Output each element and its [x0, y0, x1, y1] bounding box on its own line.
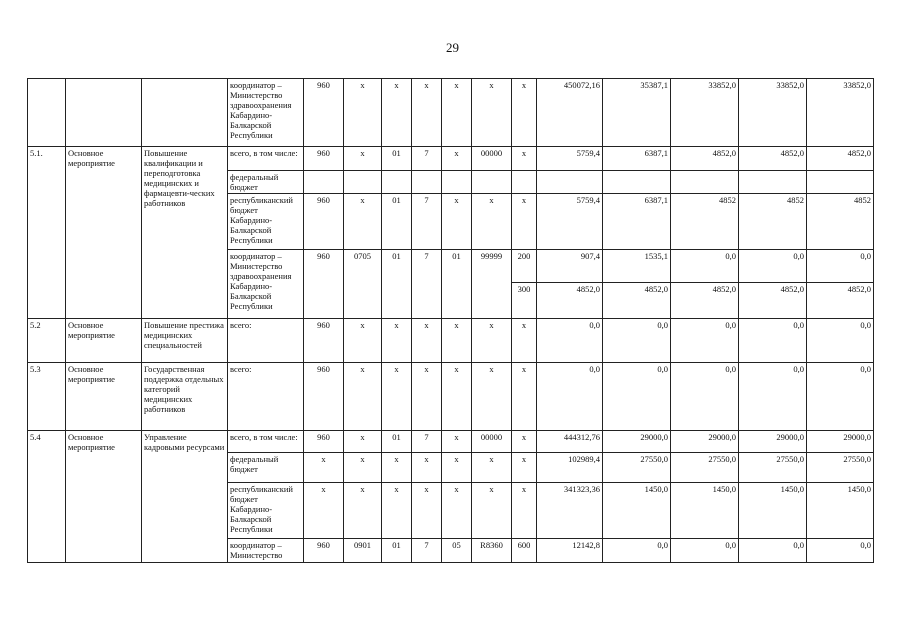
event-type: [66, 79, 142, 147]
grbs-cell: х: [304, 453, 344, 483]
amount-cell: 0,0: [537, 363, 603, 431]
amount-cell: 4852,0: [739, 283, 807, 319]
amount-cell: 0,0: [671, 539, 739, 563]
subprogram-cell: х: [412, 319, 442, 363]
amount-cell: 5759,4: [537, 194, 603, 250]
amount-cell: 4852: [671, 194, 739, 250]
row-number: 5.2: [28, 319, 66, 363]
rzpr-cell: х: [344, 431, 382, 453]
amount-cell: 0,0: [671, 250, 739, 283]
amount-cell: 907,4: [537, 250, 603, 283]
funding-source: координатор – Министерство здравоохранения Кабардино-Балкарской Республики: [228, 250, 304, 319]
empty-cell: [472, 171, 512, 194]
amount-cell: 27550,0: [739, 453, 807, 483]
budget-table: [27, 78, 874, 563]
direction-cell: х: [472, 483, 512, 539]
amount-cell: 33852,0: [671, 79, 739, 147]
grbs-cell: 960: [304, 79, 344, 147]
program-cell: 01: [382, 250, 412, 319]
direction-cell: х: [472, 194, 512, 250]
vr-cell: х: [512, 483, 537, 539]
amount-cell: 4852,0: [807, 283, 874, 319]
grbs-cell: 960: [304, 250, 344, 319]
funding-source: всего:: [228, 363, 304, 431]
funding-source: координатор – Министерство здравоохранения Кабардино-Балкарской Республики: [228, 79, 304, 147]
empty-cell: [603, 171, 671, 194]
event-type: Основное мероприятие: [66, 363, 142, 431]
row-number: 5.4: [28, 431, 66, 563]
vr-cell: 300: [512, 283, 537, 319]
amount-cell: 0,0: [807, 319, 874, 363]
event-code-cell: 01: [442, 250, 472, 319]
rzpr-cell: х: [344, 319, 382, 363]
event-code-cell: 05: [442, 539, 472, 563]
subprogram-cell: х: [412, 363, 442, 431]
rzpr-cell: 0901: [344, 539, 382, 563]
subprogram-cell: х: [412, 453, 442, 483]
table-row: [28, 147, 874, 171]
subprogram-cell: 7: [412, 539, 442, 563]
amount-cell: 6387,1: [603, 194, 671, 250]
vr-cell: 600: [512, 539, 537, 563]
grbs-cell: 960: [304, 319, 344, 363]
event-type: Основное мероприятие: [66, 147, 142, 319]
amount-cell: 33852,0: [807, 79, 874, 147]
direction-cell: 00000: [472, 431, 512, 453]
program-cell: 01: [382, 431, 412, 453]
grbs-cell: 960: [304, 194, 344, 250]
amount-cell: 1450,0: [671, 483, 739, 539]
row-number: 5.1.: [28, 147, 66, 319]
event-code-cell: х: [442, 483, 472, 539]
amount-cell: 4852,0: [671, 147, 739, 171]
program-cell: х: [382, 363, 412, 431]
empty-cell: [304, 171, 344, 194]
table-row: [28, 79, 874, 147]
program-cell: 01: [382, 147, 412, 171]
subprogram-cell: х: [412, 79, 442, 147]
empty-cell: [344, 171, 382, 194]
empty-cell: [382, 171, 412, 194]
program-cell: 01: [382, 194, 412, 250]
amount-cell: 4852,0: [537, 283, 603, 319]
amount-cell: 27550,0: [671, 453, 739, 483]
direction-cell: R8360: [472, 539, 512, 563]
rzpr-cell: 0705: [344, 250, 382, 319]
amount-cell: 0,0: [807, 539, 874, 563]
amount-cell: 341323,36: [537, 483, 603, 539]
event-name: Повышение престижа медицинских специальностей: [142, 319, 228, 363]
amount-cell: 35387,1: [603, 79, 671, 147]
table-row: [28, 431, 874, 453]
funding-source: всего, в том числе:: [228, 147, 304, 171]
vr-cell: х: [512, 194, 537, 250]
empty-cell: [442, 171, 472, 194]
direction-cell: 00000: [472, 147, 512, 171]
empty-cell: [739, 171, 807, 194]
page-number: 29: [446, 40, 459, 55]
funding-source: республиканский бюджет Кабардино-Балкарской Республики: [228, 483, 304, 539]
funding-source: федеральный бюджет: [228, 171, 304, 194]
event-type: Основное мероприятие: [66, 319, 142, 363]
event-name: Управление кадровыми ресурсами: [142, 431, 228, 563]
amount-cell: 29000,0: [671, 431, 739, 453]
empty-cell: [537, 171, 603, 194]
amount-cell: 0,0: [671, 363, 739, 431]
amount-cell: 0,0: [671, 319, 739, 363]
program-cell: х: [382, 483, 412, 539]
event-code-cell: х: [442, 431, 472, 453]
subprogram-cell: 7: [412, 194, 442, 250]
rzpr-cell: х: [344, 453, 382, 483]
amount-cell: 0,0: [739, 363, 807, 431]
vr-cell: 200: [512, 250, 537, 283]
amount-cell: 1450,0: [807, 483, 874, 539]
grbs-cell: х: [304, 483, 344, 539]
amount-cell: 0,0: [807, 250, 874, 283]
program-cell: 01: [382, 539, 412, 563]
event-name: Повышение квалификации и переподготовка медицинских и фармацевти-ческих работников: [142, 147, 228, 319]
amount-cell: 0,0: [739, 539, 807, 563]
event-code-cell: х: [442, 194, 472, 250]
funding-source: республиканский бюджет Кабардино-Балкарской Республики: [228, 194, 304, 250]
amount-cell: 27550,0: [603, 453, 671, 483]
amount-cell: 0,0: [739, 250, 807, 283]
subprogram-cell: 7: [412, 250, 442, 319]
amount-cell: 4852: [807, 194, 874, 250]
rzpr-cell: х: [344, 147, 382, 171]
rzpr-cell: х: [344, 483, 382, 539]
amount-cell: 0,0: [603, 539, 671, 563]
amount-cell: 0,0: [537, 319, 603, 363]
event-type: Основное мероприятие: [66, 431, 142, 563]
direction-cell: 99999: [472, 250, 512, 319]
subprogram-cell: 7: [412, 147, 442, 171]
amount-cell: 444312,76: [537, 431, 603, 453]
amount-cell: 5759,4: [537, 147, 603, 171]
amount-cell: 33852,0: [739, 79, 807, 147]
vr-cell: х: [512, 147, 537, 171]
table-row: [28, 319, 874, 363]
empty-cell: [412, 171, 442, 194]
empty-cell: [512, 171, 537, 194]
row-number: [28, 79, 66, 147]
direction-cell: х: [472, 453, 512, 483]
grbs-cell: 960: [304, 363, 344, 431]
funding-source: федеральный бюджет: [228, 453, 304, 483]
grbs-cell: 960: [304, 147, 344, 171]
amount-cell: 1450,0: [603, 483, 671, 539]
amount-cell: 450072,16: [537, 79, 603, 147]
table-row: [28, 363, 874, 431]
event-name: Государственная поддержка отдельных категорий медицинских работников: [142, 363, 228, 431]
empty-cell: [671, 171, 739, 194]
funding-source: всего:: [228, 319, 304, 363]
amount-cell: 0,0: [807, 363, 874, 431]
direction-cell: х: [472, 319, 512, 363]
direction-cell: х: [472, 79, 512, 147]
program-cell: х: [382, 319, 412, 363]
amount-cell: 27550,0: [807, 453, 874, 483]
program-cell: х: [382, 453, 412, 483]
vr-cell: х: [512, 431, 537, 453]
direction-cell: х: [472, 363, 512, 431]
vr-cell: х: [512, 363, 537, 431]
subprogram-cell: 7: [412, 431, 442, 453]
rzpr-cell: х: [344, 79, 382, 147]
funding-source: координатор – Министерство: [228, 539, 304, 563]
vr-cell: х: [512, 453, 537, 483]
amount-cell: 29000,0: [603, 431, 671, 453]
amount-cell: 12142,8: [537, 539, 603, 563]
amount-cell: 6387,1: [603, 147, 671, 171]
subprogram-cell: х: [412, 483, 442, 539]
amount-cell: 1450,0: [739, 483, 807, 539]
funding-source: всего, в том числе:: [228, 431, 304, 453]
rzpr-cell: х: [344, 363, 382, 431]
amount-cell: 4852: [739, 194, 807, 250]
amount-cell: 1535,1: [603, 250, 671, 283]
empty-cell: [807, 171, 874, 194]
rzpr-cell: х: [344, 194, 382, 250]
event-code-cell: х: [442, 147, 472, 171]
amount-cell: 102989,4: [537, 453, 603, 483]
event-code-cell: х: [442, 319, 472, 363]
amount-cell: 0,0: [739, 319, 807, 363]
amount-cell: 29000,0: [739, 431, 807, 453]
event-name: [142, 79, 228, 147]
amount-cell: 4852,0: [739, 147, 807, 171]
grbs-cell: 960: [304, 431, 344, 453]
event-code-cell: х: [442, 363, 472, 431]
event-code-cell: х: [442, 79, 472, 147]
amount-cell: 4852,0: [603, 283, 671, 319]
amount-cell: 4852,0: [671, 283, 739, 319]
event-code-cell: х: [442, 453, 472, 483]
program-cell: х: [382, 79, 412, 147]
amount-cell: 0,0: [603, 363, 671, 431]
amount-cell: 0,0: [603, 319, 671, 363]
grbs-cell: 960: [304, 539, 344, 563]
row-number: 5.3: [28, 363, 66, 431]
amount-cell: 29000,0: [807, 431, 874, 453]
vr-cell: х: [512, 319, 537, 363]
amount-cell: 4852,0: [807, 147, 874, 171]
vr-cell: х: [512, 79, 537, 147]
